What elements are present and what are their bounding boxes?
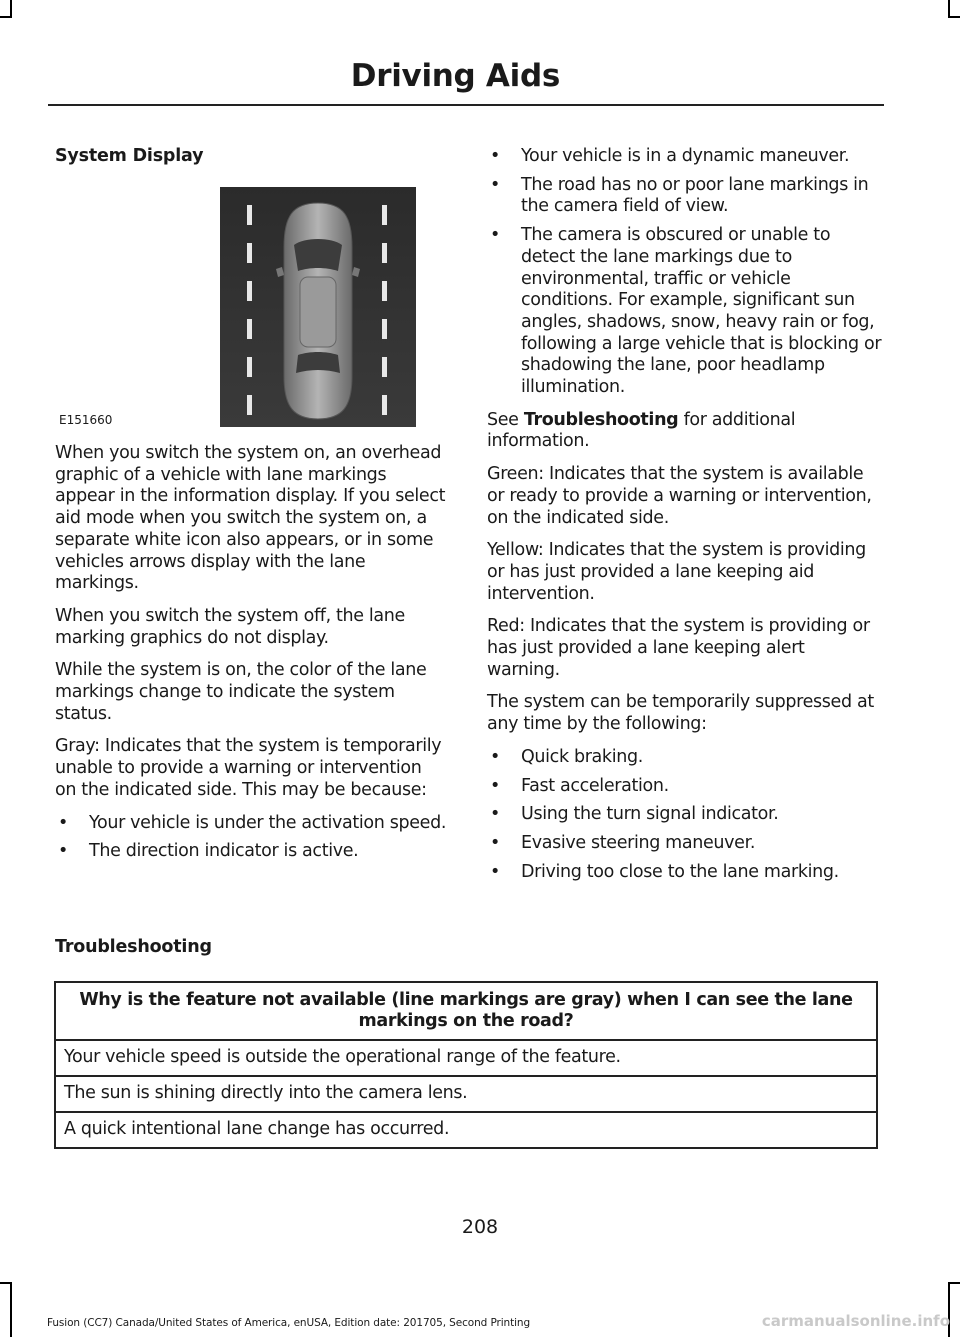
bullet-list	[487, 146, 882, 399]
bullet-icon: •	[490, 804, 500, 825]
bullet-icon: •	[490, 174, 500, 195]
watermark: carmanualsonline.info	[761, 1312, 950, 1330]
paragraph: When you switch the system off, the lane marking graphics do not display.	[55, 605, 405, 648]
system-display-figure	[55, 178, 447, 431]
crop-mark-top-left-h	[0, 16, 12, 18]
table-row	[55, 1040, 877, 1076]
table-cell: Your vehicle speed is outside the operational range of the feature.	[55, 1040, 877, 1076]
paragraph: Green: Indicates that the system is available or ready to provide a warning or intervention, on the indicated side.	[487, 464, 872, 528]
crop-mark-bottom-left-h	[0, 1282, 12, 1284]
list-item: • Your vehicle is under the activation speed.	[58, 812, 447, 833]
list-item: • Driving too close to the lane marking.	[490, 861, 839, 882]
crop-mark-bottom-right-h	[948, 1282, 960, 1284]
troubleshooting-table	[54, 981, 878, 1149]
list-item: • The direction indicator is active.	[58, 841, 359, 862]
crop-mark-bottom-left-v	[10, 1282, 12, 1337]
bullet-list	[487, 747, 882, 884]
troubleshooting-reference: Troubleshooting	[523, 409, 679, 430]
paragraph: While the system is on, the color of the lane markings change to indicate the system status.	[55, 660, 427, 724]
paragraph: Red: Indicates that the system is providing or has just provided a lane keeping alert warning.	[487, 616, 870, 680]
car-graphic	[276, 203, 360, 419]
list-item: • Evasive steering maneuver.	[490, 832, 756, 853]
table-cell: A quick intentional lane change has occurred.	[55, 1112, 877, 1148]
list-item: • Using the turn signal indicator.	[490, 804, 779, 825]
table-header-row	[55, 982, 877, 1040]
header-rule	[48, 104, 884, 106]
crop-mark-top-right-h	[948, 16, 960, 18]
paragraph: Gray: Indicates that the system is temporarily unable to provide a warning or intervention on the indicated side. This may be because:	[55, 736, 442, 800]
left-column	[55, 146, 447, 874]
paragraph: Yellow: Indicates that the system is providing or has just provided a lane keeping aid intervention.	[487, 540, 866, 604]
list-item: • The road has no or poor lane markings in the camera field of view.	[490, 174, 869, 217]
table-question: Why is the feature not available (line markings are gray) when I can see the lane markings on the road?	[55, 982, 877, 1040]
paragraph: The system can be temporarily suppressed at any time by the following:	[487, 692, 874, 735]
bullet-icon: •	[58, 841, 68, 862]
page-number: 208	[461, 1216, 499, 1238]
list-item: • The camera is obscured or unable to detect the lane markings due to environmental, traffic or vehicle conditions. For example, significant sun angles, shadows, snow, heavy rain or fog, following a large vehicle that is blocking or shadowing the lane, poor headlamp illumination.	[490, 225, 882, 398]
section-heading-system-display: System Display	[55, 146, 204, 166]
table-row	[55, 1112, 877, 1148]
bullet-icon: •	[490, 832, 500, 853]
list-item: • Quick braking.	[490, 746, 643, 767]
section-heading-troubleshooting: Troubleshooting	[55, 937, 212, 957]
table-cell: The sun is shining directly into the camera lens.	[55, 1076, 877, 1112]
list-item: • Fast acceleration.	[490, 775, 669, 796]
footer-text: Fusion (CC7) Canada/United States of America, enUSA, Edition date: 201705, Second Printing	[47, 1317, 531, 1329]
right-column	[487, 146, 882, 894]
bullet-list	[55, 813, 447, 863]
table-row	[55, 1076, 877, 1112]
bullet-icon: •	[490, 861, 500, 882]
list-item: • Your vehicle is in a dynamic maneuver.	[490, 146, 850, 166]
bullet-icon: •	[490, 146, 500, 166]
bullet-icon: •	[490, 225, 500, 246]
paragraph: When you switch the system on, an overhead graphic of a vehicle with lane markings appear in the information display. If you select aid mode when you switch the system on, a separate white icon also appears, or in some vehicles arrows display with the lane markings.	[55, 443, 446, 594]
page-header-title: Driving Aids	[350, 58, 560, 94]
bullet-icon: •	[490, 746, 500, 767]
see-troubleshooting-paragraph: See Troubleshooting for additional information.	[487, 409, 796, 452]
bullet-icon: •	[58, 812, 68, 833]
lane-display-image	[220, 187, 416, 427]
bullet-icon: •	[490, 775, 500, 796]
figure-code: E151660	[59, 413, 113, 427]
